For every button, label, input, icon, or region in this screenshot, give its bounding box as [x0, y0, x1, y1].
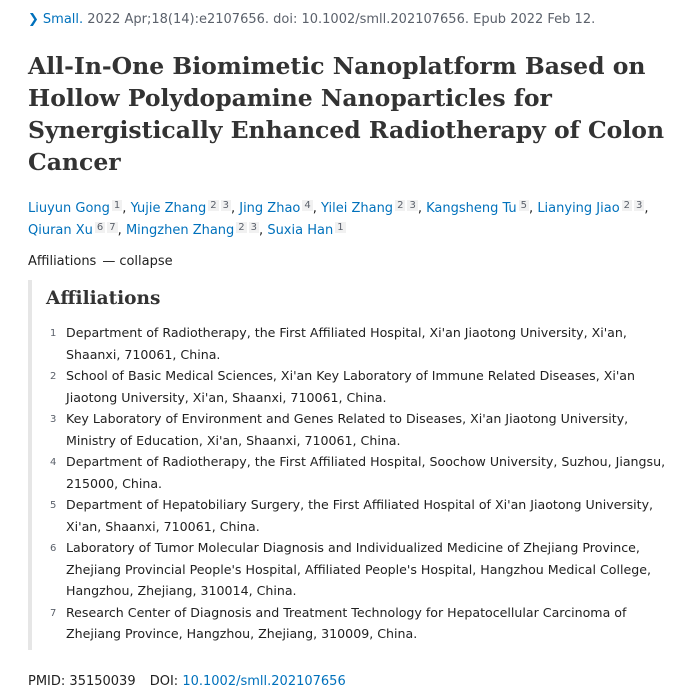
- author-item: [126, 223, 259, 238]
- author-item: [537, 201, 644, 216]
- author-link[interactable]: Suxia Han: [267, 223, 334, 238]
- author-separator: ,: [644, 201, 649, 216]
- affiliation-number: 1: [50, 328, 57, 339]
- citation-details: 2022 Apr;18(14):e2107656. doi: 10.1002/smll.202107656. Epub 2022 Feb 12.: [83, 12, 596, 27]
- author-item: [239, 201, 313, 216]
- affiliation-item: [46, 322, 666, 365]
- affiliation-text: Department of Radiotherapy, the First Affiliated Hospital, Soochow University, Suzhou, Jiangsu, 215000, China.: [66, 454, 666, 491]
- author-item: [28, 223, 118, 238]
- affiliation-text: Key Laboratory of Environment and Genes Related to Diseases, Xi'an Jiaotong University, Ministry of Education, Xi'an, Shaanxi, 710061, China.: [66, 411, 629, 448]
- affiliation-ref[interactable]: 6: [96, 222, 104, 233]
- affiliation-ref[interactable]: 3: [409, 200, 416, 211]
- author-link[interactable]: Jing Zhao: [239, 201, 301, 216]
- affiliation-number: 3: [50, 414, 57, 425]
- collapse-dash-icon: —: [102, 254, 116, 269]
- author-separator: ,: [230, 201, 240, 216]
- affiliation-ref[interactable]: 5: [520, 200, 528, 211]
- affiliation-ref[interactable]: 3: [250, 222, 258, 233]
- author-item: [267, 223, 345, 238]
- affiliation-number: 6: [50, 543, 57, 554]
- affiliation-item: [46, 408, 666, 451]
- author-separator: ,: [312, 201, 322, 216]
- affiliation-item: [46, 494, 666, 537]
- author-item: [426, 201, 529, 216]
- author-list: [28, 198, 668, 242]
- affiliations-list: [46, 322, 666, 645]
- affiliation-ref[interactable]: 2: [210, 200, 217, 211]
- journal-link[interactable]: Small.: [42, 12, 84, 27]
- affiliation-item: [46, 365, 666, 408]
- author-separator: ,: [417, 201, 427, 216]
- affiliations-toggle[interactable]: [28, 254, 173, 269]
- identifiers: [28, 674, 346, 689]
- author-link[interactable]: Mingzhen Zhang: [125, 223, 235, 238]
- affiliation-item: [46, 602, 666, 645]
- affiliation-number: 5: [50, 500, 57, 511]
- article-title: All-In-One Biomimetic Nanoplatform Based on Hollow Polydopamine Nanoparticles for Synergistically Enhanced Radiotherapy of Colon Cancer: [28, 52, 665, 176]
- affiliations-toggle-label: Affiliations: [28, 254, 97, 269]
- affiliations-heading: Affiliations: [46, 288, 161, 309]
- chevron-right-icon[interactable]: ❯: [28, 12, 39, 27]
- pmid-label: PMID:: [28, 674, 66, 689]
- citation-line: [28, 12, 595, 27]
- affiliation-ref[interactable]: 2: [397, 200, 404, 211]
- author-link[interactable]: Yujie Zhang: [130, 201, 207, 216]
- author-separator: ,: [259, 223, 268, 238]
- author-link[interactable]: Kangsheng Tu: [426, 201, 517, 216]
- author-item: [321, 201, 418, 216]
- affiliation-number: 4: [50, 457, 57, 468]
- affiliation-item: [46, 537, 666, 602]
- affiliation-ref[interactable]: 4: [304, 200, 311, 211]
- affiliation-text: Department of Hepatobiliary Surgery, the First Affiliated Hospital of Xi'an Jiaotong University, Xi'an, Shaanxi, 710061, China.: [66, 497, 654, 534]
- author-separator: ,: [117, 223, 126, 238]
- affiliation-text: Research Center of Diagnosis and Treatment Technology for Hepatocellular Carcinoma of Zhejiang Province, Hangzhou, Zhejiang, 310009, China.: [66, 604, 627, 641]
- author-separator: ,: [122, 201, 131, 216]
- author-separator: ,: [529, 201, 538, 216]
- doi-link[interactable]: 10.1002/smll.202107656: [182, 674, 346, 689]
- affiliation-ref[interactable]: 3: [222, 200, 229, 211]
- affiliations-panel: [28, 280, 664, 650]
- author-item: [28, 201, 122, 216]
- affiliation-item: [46, 451, 666, 494]
- affiliation-ref[interactable]: 2: [623, 200, 631, 211]
- pmid-value: 35150039: [69, 674, 136, 689]
- author-link[interactable]: Qiuran Xu: [28, 223, 93, 238]
- affiliation-ref[interactable]: 1: [337, 222, 344, 233]
- affiliation-ref[interactable]: 2: [238, 222, 245, 233]
- affiliation-number: 2: [50, 371, 57, 382]
- author-item: [131, 201, 231, 216]
- affiliation-number: 7: [50, 607, 57, 619]
- doi-label: DOI:: [149, 674, 179, 689]
- affiliation-ref[interactable]: 7: [109, 222, 116, 233]
- affiliation-ref[interactable]: 3: [636, 200, 643, 211]
- affiliation-ref[interactable]: 1: [113, 200, 121, 211]
- author-link[interactable]: Yilei Zhang: [321, 201, 394, 216]
- affiliation-text: Laboratory of Tumor Molecular Diagnosis and Individualized Medicine of Zhejiang Province, Zhejiang Provincial People's Hospital, Affiliated People's Hospital, Hangzhou Medical College, Hangzhou, Zhejiang, 310014, China.: [66, 540, 651, 598]
- author-link[interactable]: Liuyun Gong: [28, 201, 110, 216]
- author-link[interactable]: Lianying Jiao: [537, 201, 620, 216]
- affiliation-text: Department of Radiotherapy, the First Affiliated Hospital, Xi'an Jiaotong University, Xi'an, Shaanxi, 710061, China.: [66, 325, 627, 362]
- affiliation-text: School of Basic Medical Sciences, Xi'an Key Laboratory of Immune Related Diseases, Xi'an Jiaotong University, Xi'an, Shaanxi, 710061, China.: [66, 368, 635, 405]
- collapse-link[interactable]: collapse: [119, 254, 173, 269]
